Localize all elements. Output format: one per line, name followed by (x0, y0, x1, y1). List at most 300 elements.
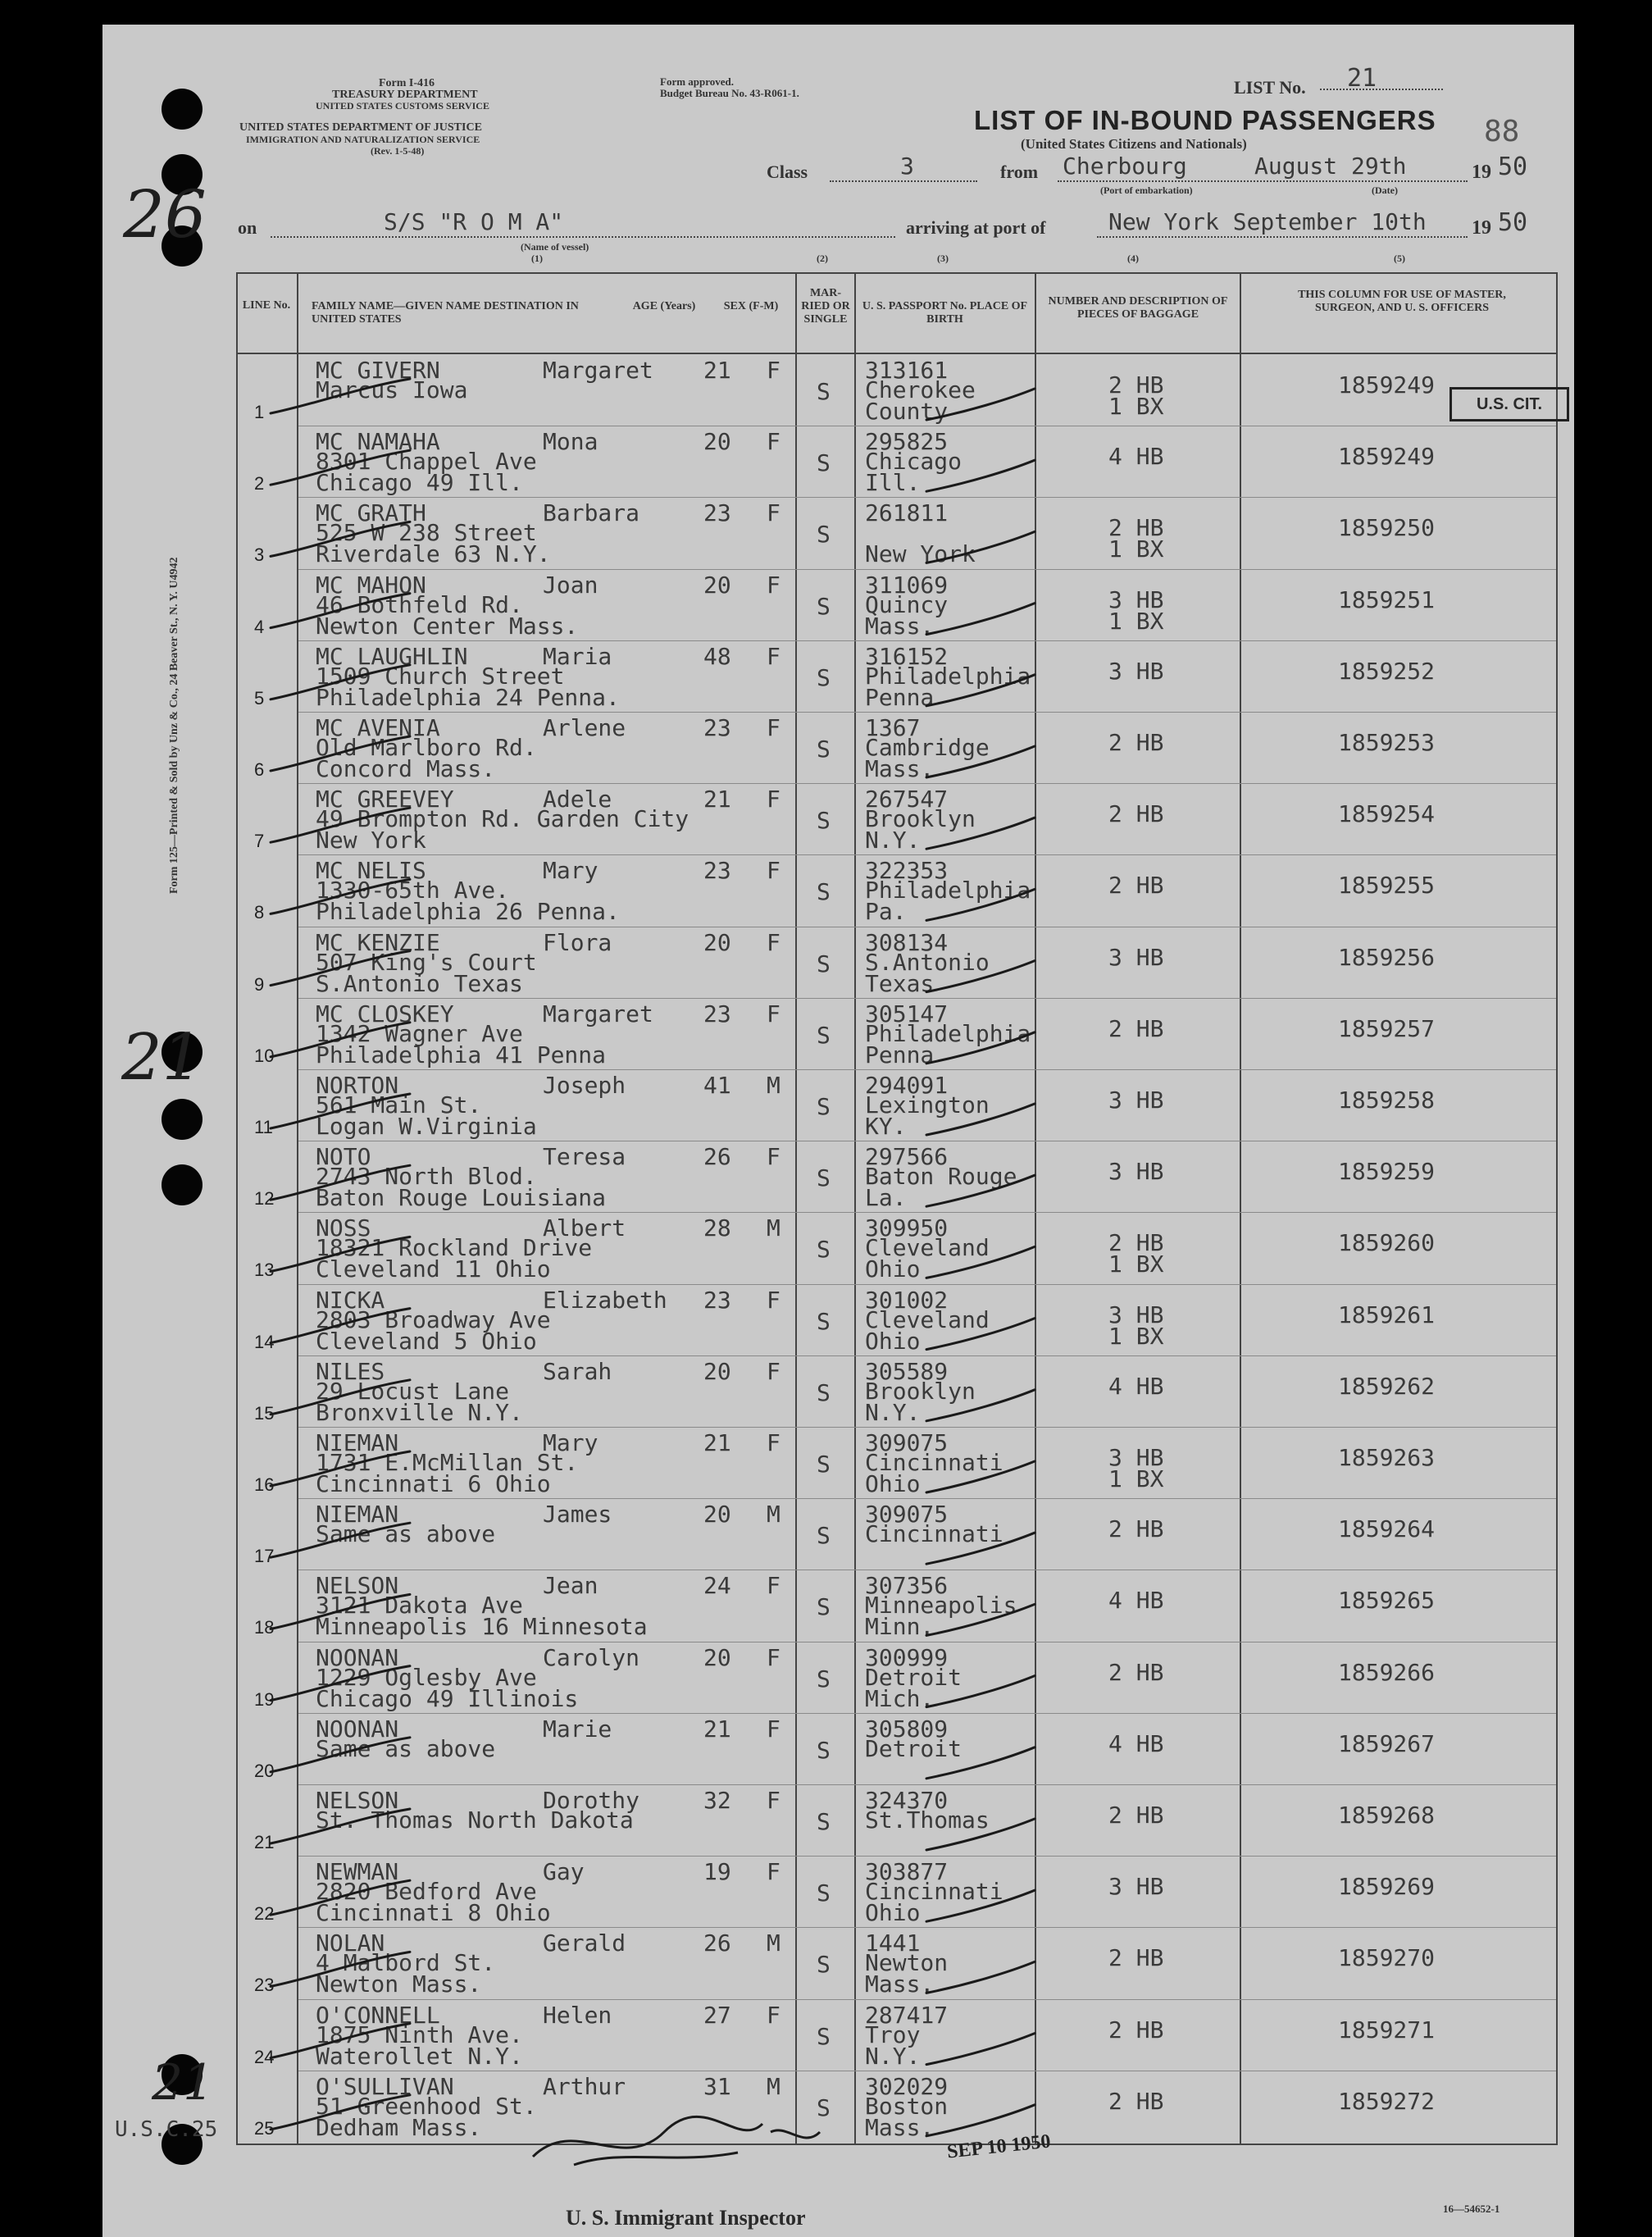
given-name: Joan (543, 571, 598, 599)
vessel-caption: (Name of vessel) (521, 241, 589, 253)
address-line: 51 Greenhood St. (316, 2092, 537, 2120)
place-of-birth: Brooklyn (865, 805, 976, 833)
surname: NOLAN (316, 1929, 385, 1957)
surname: O'CONNELL (316, 2001, 440, 2029)
marital-status: S (817, 1451, 831, 1478)
place-of-birth: Mass. (865, 612, 935, 640)
check-mark (271, 450, 410, 485)
form-approved: Form approved. (660, 75, 735, 88)
given-name: Albert (543, 1214, 626, 1242)
age: 20 (703, 1643, 731, 1671)
header-married: MAR-RIED OR SINGLE (801, 287, 850, 326)
marital-status: S (817, 378, 831, 405)
surname: MC MAHON (316, 571, 426, 599)
officer-number: 1859263 (1338, 1444, 1436, 1471)
baggage: 4 HB (1108, 1372, 1164, 1400)
baggage: 4 HB (1108, 1587, 1164, 1615)
address-line: Cincinnati 8 Ohio (316, 1899, 551, 1927)
header-line-no: LINE No. (242, 299, 291, 312)
surname: NICKA (316, 1286, 385, 1314)
address-line: 1342 Wagner Ave (316, 1019, 523, 1047)
header-age: AGE (Years) (632, 300, 696, 312)
age: 20 (703, 1501, 731, 1529)
sex: F (767, 357, 780, 384)
sex: F (767, 428, 780, 456)
place-of-birth: Cincinnati (865, 1520, 1003, 1548)
address-line: Newton Mass. (316, 1970, 482, 1998)
printer-imprint: Form 125—Printed & Sold by Unz & Co., 24 Beaver St., N. Y. U4942 (168, 557, 180, 894)
revision: (Rev. 1-5-48) (371, 145, 425, 157)
check-mark (271, 879, 410, 913)
sex: F (767, 928, 780, 956)
address-line: Logan W.Virginia (316, 1113, 537, 1140)
place-of-birth: Cincinnati (865, 1449, 1003, 1476)
age: 21 (703, 1429, 731, 1456)
address-line: 8301 Chappel Ave (316, 448, 537, 476)
line-number: 16 (254, 1474, 275, 1495)
address-line: 1229 Oglesby Ave (316, 1663, 537, 1691)
embark-date: August 29th (1254, 153, 1407, 180)
dept-treasury: TREASURY DEPARTMENT (332, 89, 478, 101)
place-of-birth: Newton (865, 1949, 949, 1977)
sex: F (767, 1572, 780, 1600)
surname: NELSON (316, 1572, 399, 1600)
marital-status: S (817, 1951, 831, 1979)
officer-number: 1859261 (1338, 1301, 1436, 1328)
passport-number: 300999 (865, 1643, 949, 1671)
list-label: LIST No. (1234, 77, 1306, 98)
place-of-birth: Ohio (865, 1327, 921, 1355)
baggage: 2 HB (1108, 729, 1164, 756)
budget-bureau: Budget Bureau No. 43-R061-1. (660, 87, 799, 99)
address-line: St. Thomas North Dakota (316, 1806, 634, 1834)
page-subtitle: (United States Citizens and Nationals) (1021, 136, 1247, 152)
check-mark (271, 808, 410, 842)
place-of-birth: Baton Rouge (865, 1163, 1017, 1191)
margin-hand-mark: 21 (152, 2054, 215, 2112)
place-of-birth: Lexington (865, 1091, 990, 1118)
age: 31 (703, 2072, 731, 2100)
marital-status: S (817, 449, 831, 477)
place-of-birth: New York (865, 540, 976, 568)
surname: NIEMAN (316, 1429, 399, 1456)
passport-number: 324370 (865, 1787, 949, 1814)
check-mark (926, 1890, 1035, 1921)
marital-status: S (817, 1093, 831, 1120)
baggage: 1 BX (1108, 393, 1164, 420)
line-number: 13 (254, 1260, 275, 1281)
surname: MC NAMAHA (316, 428, 440, 456)
check-mark (271, 736, 410, 771)
address-line: Philadelphia 41 Penna (316, 1041, 607, 1068)
address-line: 561 Main St. (316, 1091, 482, 1118)
surname: MC KENZIE (316, 928, 440, 956)
from-label: from (1000, 162, 1039, 182)
marital-status: S (817, 663, 831, 691)
check-mark (271, 1952, 410, 1986)
officer-number: 1859271 (1338, 2016, 1436, 2043)
check-mark (926, 961, 1035, 992)
place-of-birth: Chicago (865, 448, 963, 476)
year-2: 50 (1498, 208, 1528, 237)
check-mark (926, 1961, 1035, 1993)
line-number: 19 (254, 1688, 275, 1710)
inspector-label: U. S. Immigrant Inspector (566, 2206, 806, 2230)
officer-number: 1859264 (1338, 1515, 1436, 1543)
place-of-birth: Mass. (865, 755, 935, 782)
sex: F (767, 1357, 780, 1385)
officer-number: 1859265 (1338, 1587, 1436, 1615)
sex: F (767, 1787, 780, 1814)
age: 27 (703, 2001, 731, 2029)
col-num-2: (2) (817, 253, 828, 264)
check-mark (926, 1461, 1035, 1492)
sex: F (767, 1643, 780, 1671)
age: 21 (703, 786, 731, 813)
address-line: Cleveland 11 Ohio (316, 1255, 551, 1283)
place-of-birth: N.Y. (865, 2042, 921, 2070)
marital-status: S (817, 1665, 831, 1693)
baggage: 2 HB (1108, 1515, 1164, 1543)
header-officers: THIS COLUMN FOR USE OF MASTER, SURGEON, AND U. S. OFFICERS (1298, 289, 1506, 314)
check-mark (926, 889, 1035, 920)
sex: F (767, 2001, 780, 2029)
place-of-birth: Mich. (865, 1684, 935, 1712)
officer-number: 1859268 (1338, 1802, 1436, 1829)
passport-number: 305589 (865, 1357, 949, 1385)
address-line: 49 Brompton Rd. Garden City (316, 805, 689, 833)
officer-number: 1859252 (1338, 657, 1436, 685)
passport-number: 1367 (865, 714, 921, 741)
place-of-birth: Detroit (865, 1663, 963, 1691)
sex: F (767, 786, 780, 813)
marital-status: S (817, 1879, 831, 1907)
check-mark (271, 2024, 410, 2058)
marital-status: S (817, 2093, 831, 2121)
place-of-birth: St.Thomas (865, 1806, 990, 1834)
check-mark (271, 1094, 410, 1128)
baggage: 3 HB (1108, 657, 1164, 685)
given-name: Barbara (543, 499, 640, 527)
baggage: 2 HB (1108, 1014, 1164, 1042)
given-name: Jean (543, 1572, 598, 1600)
place-of-birth: Philadelphia (865, 1019, 1031, 1047)
place-of-birth: Ohio (865, 1899, 921, 1927)
surname: NOONAN (316, 1715, 399, 1743)
line-number: 18 (254, 1617, 275, 1638)
officer-number: 1859266 (1338, 1658, 1436, 1686)
baggage: 1 BX (1108, 535, 1164, 563)
officer-number: 1859262 (1338, 1372, 1436, 1400)
marital-status: S (817, 592, 831, 620)
passport-number: 305147 (865, 1000, 949, 1027)
passport-number: 294091 (865, 1072, 949, 1099)
address-line: Chicago 49 Illinois (316, 1684, 579, 1712)
surname: MC GREEVEY (316, 786, 454, 813)
address-line: 29 Locust Lane (316, 1377, 510, 1405)
check-mark (926, 818, 1035, 849)
check-mark (271, 1451, 410, 1486)
line-number: 1 (254, 402, 265, 422)
given-name: Gerald (543, 1929, 626, 1957)
address-line: 525 W 238 Street (316, 519, 537, 547)
check-mark (271, 1380, 410, 1415)
place-of-birth: Brooklyn (865, 1377, 976, 1405)
line-number: 3 (254, 544, 265, 566)
passport-number: 1441 (865, 1929, 921, 1957)
address-line: Same as above (316, 1734, 496, 1762)
place-of-birth: Texas (865, 969, 935, 997)
marital-status: S (817, 807, 831, 835)
page-title: LIST OF IN-BOUND PASSENGERS (974, 105, 1436, 135)
officer-number: 1859250 (1338, 514, 1436, 542)
address-line: 18321 Rockland Drive (316, 1234, 593, 1262)
given-name: Mary (543, 1429, 598, 1456)
place-of-birth: Penna (865, 683, 935, 711)
surname: NORTON (316, 1072, 399, 1099)
list-hand-number: 88 (1484, 115, 1520, 148)
baggage: 3 HB (1108, 1087, 1164, 1114)
date-caption: (Date) (1372, 185, 1398, 196)
baggage: 2 HB (1108, 514, 1164, 542)
officer-number: 1859270 (1338, 1944, 1436, 1972)
check-mark (926, 1533, 1035, 1564)
date-stamp: SEP 10 1950 (945, 2130, 1052, 2163)
address-line: Newton Center Mass. (316, 612, 579, 640)
place-of-birth: Minn. (865, 1613, 935, 1641)
header-passport: U. S. PASSPORT No. PLACE OF BIRTH (862, 300, 1028, 326)
port-caption: (Port of embarkation) (1100, 185, 1193, 196)
sex: F (767, 571, 780, 599)
sex: F (767, 1143, 780, 1171)
baggage: 3 HB (1108, 943, 1164, 971)
passport-number: 313161 (865, 357, 949, 384)
surname: O'SULLIVAN (316, 2072, 454, 2100)
check-mark (271, 1237, 410, 1271)
footer-form-number: 16—54652-1 (1443, 2203, 1500, 2215)
given-name: Marie (543, 1715, 612, 1743)
check-mark (271, 1309, 410, 1343)
surname: MC LAUGHLIN (316, 642, 468, 670)
sex: F (767, 642, 780, 670)
officer-number: 1859253 (1338, 729, 1436, 756)
line-number: 5 (254, 687, 265, 708)
marital-status: S (817, 521, 831, 549)
check-mark (926, 460, 1035, 491)
baggage: 1 BX (1108, 607, 1164, 635)
check-mark (271, 379, 410, 413)
surname: MC GRATH (316, 499, 426, 527)
sex: M (767, 1072, 780, 1099)
baggage: 3 HB (1108, 1301, 1164, 1328)
place-of-birth: N.Y. (865, 1398, 921, 1426)
line-number: 22 (254, 1903, 275, 1925)
place-of-birth: Penna (865, 1041, 935, 1068)
passport-number: 322353 (865, 857, 949, 885)
place-of-birth: Pa. (865, 898, 907, 926)
class-label: Class (767, 162, 808, 182)
surname: NILES (316, 1357, 385, 1385)
age: 19 (703, 1858, 731, 1886)
age: 48 (703, 642, 731, 670)
baggage: 3 HB (1108, 1873, 1164, 1901)
check-mark (926, 1604, 1035, 1635)
baggage: 1 BX (1108, 1251, 1164, 1278)
given-name: Mona (543, 428, 598, 456)
baggage: 4 HB (1108, 443, 1164, 471)
officer-number: 1859249 (1338, 371, 1436, 399)
place-of-birth: Cincinnati (865, 1878, 1003, 1906)
surname: NEWMAN (316, 1858, 399, 1886)
address-line: Chicago 49 Ill. (316, 469, 523, 497)
marital-status: S (817, 1307, 831, 1335)
given-name: Sarah (543, 1357, 612, 1385)
officer-number: 1859272 (1338, 2087, 1436, 2115)
address-line: Marcus Iowa (316, 376, 468, 403)
age: 23 (703, 499, 731, 527)
line-number: 11 (254, 1117, 273, 1137)
year-prefix-1: 19 (1472, 162, 1491, 183)
officer-number: 1859249 (1338, 443, 1436, 471)
baggage: 2 HB (1108, 2087, 1164, 2115)
surname: NOONAN (316, 1643, 399, 1671)
given-name: Carolyn (543, 1643, 640, 1671)
check-mark (271, 1809, 410, 1843)
marital-status: S (817, 1021, 831, 1049)
age: 20 (703, 571, 731, 599)
passport-number: 307356 (865, 1572, 949, 1600)
on-label: on (238, 217, 257, 238)
age: 26 (703, 1929, 731, 1957)
passport-number: 297566 (865, 1143, 949, 1171)
given-name: Adele (543, 786, 612, 813)
check-mark (926, 1104, 1035, 1135)
place-of-birth: Cleveland (865, 1305, 990, 1333)
baggage: 1 BX (1108, 1322, 1164, 1350)
check-mark (926, 1032, 1035, 1064)
given-name: Margaret (543, 357, 653, 384)
surname: MC GIVERN (316, 357, 440, 384)
baggage: 2 HB (1108, 1229, 1164, 1257)
margin-hand-mark: 21 (121, 1021, 203, 1095)
check-mark (271, 1880, 410, 1915)
line-number: 20 (254, 1760, 275, 1781)
baggage: 3 HB (1108, 585, 1164, 613)
place-of-birth: Cherokee (865, 376, 976, 403)
passport-number: 301002 (865, 1286, 949, 1314)
marital-status: S (817, 1378, 831, 1406)
col-num-3: (3) (937, 253, 949, 264)
address-line: Riverdale 63 N.Y. (316, 540, 551, 568)
address-line: Waterollet N.Y. (316, 2042, 523, 2070)
form-number: Form I-416 (379, 77, 435, 89)
age: 21 (703, 357, 731, 384)
surname: NOTO (316, 1143, 371, 1171)
address-line: Philadelphia 24 Penna. (316, 683, 620, 711)
dept-customs: UNITED STATES CUSTOMS SERVICE (316, 100, 489, 112)
age: 20 (703, 428, 731, 456)
class-value: 3 (900, 153, 914, 180)
address-line: 4 Malbord St. (316, 1949, 496, 1977)
surname: NELSON (316, 1787, 399, 1814)
marital-status: S (817, 878, 831, 906)
sex: F (767, 1429, 780, 1456)
baggage: 3 HB (1108, 1444, 1164, 1471)
line-number: 7 (254, 831, 265, 852)
age: 21 (703, 1715, 731, 1743)
check-mark (926, 531, 1035, 563)
check-mark (926, 1390, 1035, 1421)
address-line: Cleveland 5 Ohio (316, 1327, 537, 1355)
address-line: 46 Bothfeld Rd. (316, 590, 523, 618)
line-number: 23 (254, 1975, 275, 1996)
address-line: Dedham Mass. (316, 2113, 482, 2141)
check-mark (926, 1319, 1035, 1350)
baggage: 2 HB (1108, 371, 1164, 399)
passport-number: 309075 (865, 1429, 949, 1456)
check-mark (926, 2105, 1035, 2136)
address-line: Philadelphia 26 Penna. (316, 898, 620, 926)
sex: M (767, 1929, 780, 1957)
officer-number: 1859269 (1338, 1873, 1436, 1901)
given-name: Joseph (543, 1072, 626, 1099)
address-line: Baton Rouge Louisiana (316, 1184, 607, 1212)
marital-status: S (817, 1236, 831, 1264)
marital-status: S (817, 1164, 831, 1192)
officer-number: 1859259 (1338, 1158, 1436, 1186)
sex: F (767, 857, 780, 885)
address-line: Cincinnati 6 Ohio (316, 1470, 551, 1497)
baggage: 2 HB (1108, 800, 1164, 828)
age: 20 (703, 928, 731, 956)
check-mark (926, 1676, 1035, 1707)
sex: F (767, 1000, 780, 1027)
year-1: 50 (1498, 153, 1528, 181)
surname: MC AVENIA (316, 714, 440, 741)
address-line: 1330-65th Ave. (316, 877, 510, 904)
margin-hand-mark: 26 (123, 176, 207, 253)
place-of-birth: La. (865, 1184, 907, 1212)
sex: M (767, 1214, 780, 1242)
check-mark (271, 1523, 410, 1557)
passport-number: 309075 (865, 1501, 949, 1529)
baggage: 2 HB (1108, 872, 1164, 900)
passport-number: 309950 (865, 1214, 949, 1242)
address-line: 2803 Broadway Ave (316, 1305, 551, 1333)
age: 32 (703, 1787, 731, 1814)
check-mark (271, 2095, 410, 2130)
line-number: 25 (254, 2117, 275, 2139)
place-of-birth: S.Antonio (865, 948, 990, 976)
officer-number: 1859258 (1338, 1087, 1436, 1114)
age: 23 (703, 1000, 731, 1027)
check-mark (926, 1175, 1035, 1206)
place-of-birth: Mass. (865, 1970, 935, 1998)
sex: F (767, 499, 780, 527)
address-line: New York (316, 827, 426, 854)
given-name: James (543, 1501, 612, 1529)
passport-number: 308134 (865, 928, 949, 956)
address-line: 2743 North Blod. (316, 1163, 537, 1191)
given-name: Teresa (543, 1143, 626, 1171)
place-of-birth: Quincy (865, 590, 949, 618)
marital-status: S (817, 1736, 831, 1764)
sex: F (767, 714, 780, 741)
header-sex: SEX (F-M) (723, 300, 779, 312)
check-mark (271, 1594, 410, 1629)
given-name: Dorothy (543, 1787, 640, 1814)
us-citizen-stamp: U.S. CIT. (1449, 387, 1569, 421)
